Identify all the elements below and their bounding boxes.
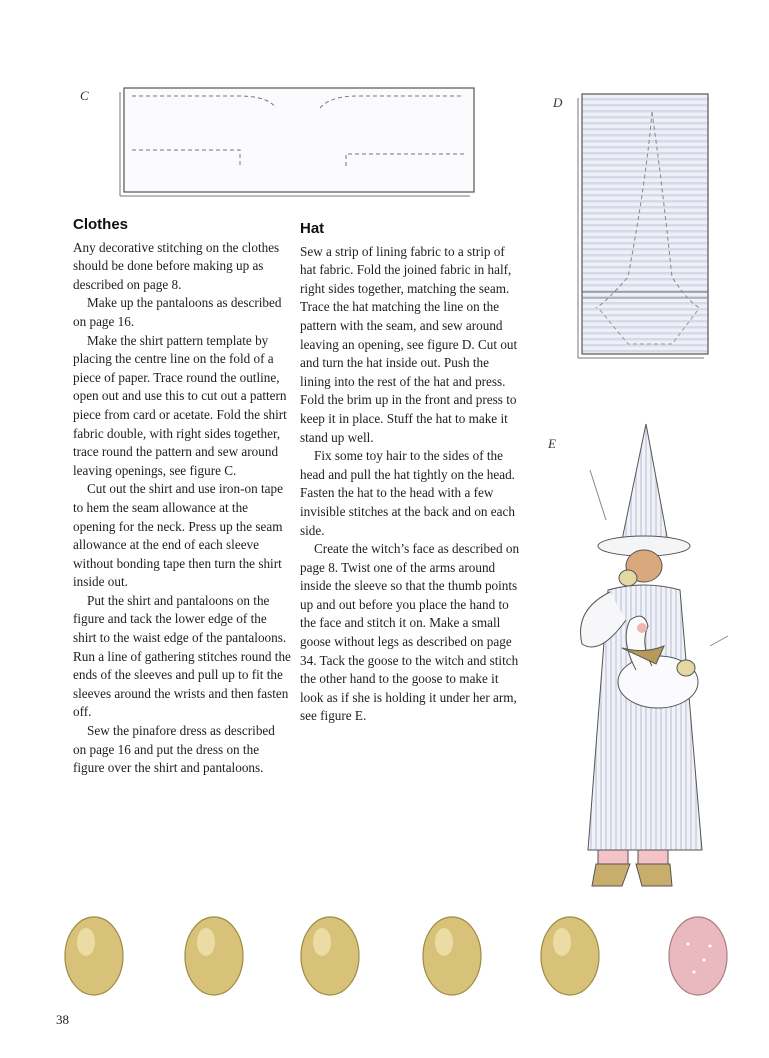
- figure-e-label: E: [548, 436, 556, 451]
- hat-paragraph: Sew a strip of lining fabric to a strip of hat fabric. Fold the joined fabric in half, right sides together, matching the seam. Trace the hat matching the line on the pattern with the seam, and sew around leaving an opening, see figure D. Cut out and turn the hat inside out. Push the lining into the rest of the hat and press. Fold the brim up in the front and press to keep it in place. Stuff the hat to make it stand up well.: [300, 243, 518, 445]
- pink-egg-icon: [669, 917, 727, 995]
- egg-icon: [301, 917, 359, 995]
- clothes-paragraph: Make up the pantaloons as described on page 16.: [73, 295, 282, 329]
- clothes-paragraph: Put the shirt and pantaloons on the figure and tack the lower edge of the shirt to the waist edge of the pantaloons. Run a line of gathering stitches round the ends of the sleeves and pull up to fit the sleeves around the wrists and then fasten off.: [73, 592, 291, 720]
- clothes-heading: Clothes: [73, 216, 129, 233]
- clothes-paragraph: Any decorative stitching on the clothes should be done before making up as described on page 8.: [73, 239, 280, 292]
- clothes-section: [73, 216, 291, 778]
- clothes-paragraph: Cut out the shirt and use iron-on tape to hem the seam allowance at the opening for the neck. Press up the seam allowance at the end of each sleeve without bonding tape then turn the shirt inside out.: [73, 481, 283, 590]
- egg-row: [60, 908, 740, 1004]
- clothes-paragraph: Sew the pinafore dress as described on page 16 and put the dress on the figure over the shirt and pantaloons.: [73, 723, 275, 776]
- figure-c-shirt-pattern: [118, 86, 478, 198]
- egg-icon: [185, 917, 243, 995]
- hat-section: [300, 220, 522, 726]
- hat-heading: Hat: [300, 220, 325, 237]
- egg-icon: [541, 917, 599, 995]
- egg-icon: [423, 917, 481, 995]
- figure-d-hat-pattern: [576, 92, 711, 360]
- hat-paragraph: Create the witch’s face as described on page 8. Twist one of the arms around inside the sleeve so that the thumb points up and out before you place the hand to the face and stitch it on. Make a small goose without legs as described on page 34. Tack the goose to the witch and stitch the other hand to the goose to make it look as if she is holding it under her arm, see figure E.: [300, 541, 520, 724]
- figure-e-witch-illustration: [560, 420, 740, 890]
- figure-d-label: D: [553, 95, 563, 110]
- page-number: 38: [56, 1012, 69, 1027]
- figure-c-label: C: [80, 88, 89, 103]
- egg-icon: [65, 917, 123, 995]
- hat-paragraph: Fix some toy hair to the sides of the head and pull the hat tightly on the head. Fasten the hat to the head with a few invisible stitches at the back and on each side.: [300, 448, 515, 538]
- clothes-paragraph: Make the shirt pattern template by placing the centre line on the fold of a piece of paper. Trace round the outline, open out and use this to cut out a pattern piece from card or acetate. Fold the shirt fabric double, with right sides together, trace round the pattern and sew around leaving openings, see figure C.: [73, 332, 287, 478]
